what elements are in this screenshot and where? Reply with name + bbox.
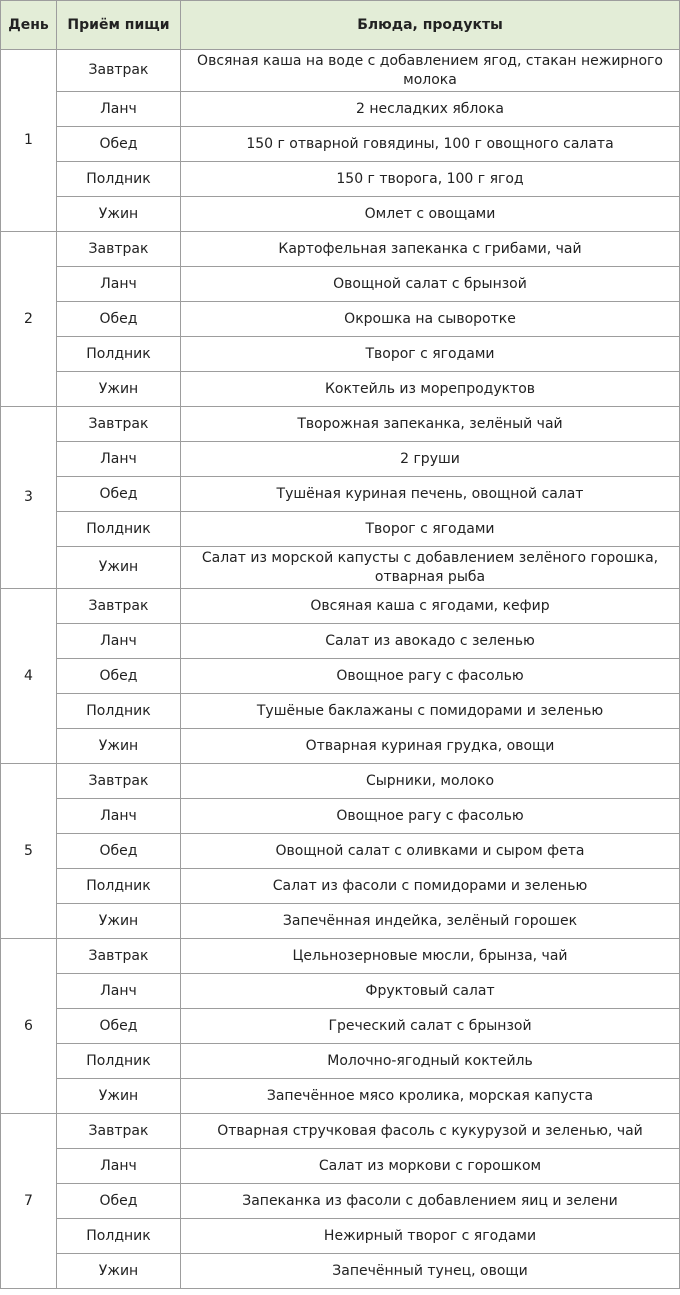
meal-name-cell: Полдник: [57, 694, 181, 729]
table-row: [1, 939, 680, 974]
dishes-cell: Салат из авокадо с зеленью: [181, 624, 680, 659]
dishes-cell: Цельнозерновые мюсли, брынза, чай: [181, 939, 680, 974]
dishes-cell: Запечённое мясо кролика, морская капуста: [181, 1079, 680, 1114]
dishes-cell: Запечённый тунец, овощи: [181, 1254, 680, 1289]
table-row: [1, 232, 680, 267]
table-row: [1, 477, 680, 512]
dishes-cell: Коктейль из морепродуктов: [181, 372, 680, 407]
dishes-cell: Творожная запеканка, зелёный чай: [181, 407, 680, 442]
table-row: [1, 974, 680, 1009]
day-number-cell: 5: [1, 764, 57, 939]
meal-name-cell: Ланч: [57, 974, 181, 1009]
meal-name-cell: Завтрак: [57, 407, 181, 442]
header-day: День: [1, 1, 57, 50]
dishes-cell: 2 груши: [181, 442, 680, 477]
meal-name-cell: Завтрак: [57, 1114, 181, 1149]
dishes-cell: 2 несладких яблока: [181, 92, 680, 127]
meal-name-cell: Обед: [57, 302, 181, 337]
table-row: [1, 1254, 680, 1289]
dishes-cell: Картофельная запеканка с грибами, чай: [181, 232, 680, 267]
table-row: [1, 1009, 680, 1044]
table-row: [1, 1114, 680, 1149]
meal-name-cell: Ужин: [57, 547, 181, 589]
table-row: [1, 50, 680, 92]
header-dishes: Блюда, продукты: [181, 1, 680, 50]
meal-name-cell: Полдник: [57, 1219, 181, 1254]
table-row: [1, 729, 680, 764]
meal-name-cell: Обед: [57, 834, 181, 869]
dishes-cell: Творог с ягодами: [181, 512, 680, 547]
dishes-cell: Салат из моркови с горошком: [181, 1149, 680, 1184]
table-row: [1, 442, 680, 477]
table-row: [1, 799, 680, 834]
meal-name-cell: Полдник: [57, 1044, 181, 1079]
table-row: [1, 547, 680, 589]
dishes-cell: Отварная стручковая фасоль с кукурузой и зеленью, чай: [181, 1114, 680, 1149]
dishes-cell: Сырники, молоко: [181, 764, 680, 799]
meal-name-cell: Завтрак: [57, 232, 181, 267]
table-row: [1, 127, 680, 162]
dishes-cell: Молочно-ягодный коктейль: [181, 1044, 680, 1079]
meal-name-cell: Обед: [57, 477, 181, 512]
meal-name-cell: Ланч: [57, 267, 181, 302]
meal-name-cell: Ужин: [57, 1254, 181, 1289]
meal-name-cell: Обед: [57, 1009, 181, 1044]
table-row: [1, 197, 680, 232]
meal-name-cell: Ланч: [57, 442, 181, 477]
table-row: [1, 1044, 680, 1079]
dishes-cell: Салат из морской капусты с добавлением зелёного горошка, отварная рыба: [181, 547, 680, 589]
table-row: [1, 267, 680, 302]
meal-name-cell: Ланч: [57, 624, 181, 659]
table-row: [1, 302, 680, 337]
meal-name-cell: Полдник: [57, 869, 181, 904]
table-row: [1, 694, 680, 729]
meal-name-cell: Полдник: [57, 162, 181, 197]
dishes-cell: Нежирный творог с ягодами: [181, 1219, 680, 1254]
dishes-cell: Овсяная каша с ягодами, кефир: [181, 589, 680, 624]
meal-name-cell: Завтрак: [57, 589, 181, 624]
table-row: [1, 1219, 680, 1254]
day-number-cell: 1: [1, 50, 57, 232]
table-row: [1, 589, 680, 624]
day-number-cell: 7: [1, 1114, 57, 1289]
meal-name-cell: Обед: [57, 659, 181, 694]
table-row: [1, 162, 680, 197]
dishes-cell: Творог с ягодами: [181, 337, 680, 372]
table-body: [1, 50, 680, 1289]
meal-name-cell: Завтрак: [57, 764, 181, 799]
table-row: [1, 1079, 680, 1114]
table-row: [1, 904, 680, 939]
table-row: [1, 834, 680, 869]
meal-name-cell: Ужин: [57, 197, 181, 232]
header-row: [1, 1, 680, 50]
table-row: [1, 92, 680, 127]
dishes-cell: Салат из фасоли с помидорами и зеленью: [181, 869, 680, 904]
table-row: [1, 337, 680, 372]
dishes-cell: Овощное рагу с фасолью: [181, 659, 680, 694]
day-number-cell: 3: [1, 407, 57, 589]
meal-name-cell: Ужин: [57, 729, 181, 764]
dishes-cell: Овощное рагу с фасолью: [181, 799, 680, 834]
table-row: [1, 659, 680, 694]
dishes-cell: Запеканка из фасоли с добавлением яиц и зелени: [181, 1184, 680, 1219]
meal-name-cell: Ланч: [57, 1149, 181, 1184]
dishes-cell: 150 г отварной говядины, 100 г овощного салата: [181, 127, 680, 162]
dishes-cell: Тушёные баклажаны с помидорами и зеленью: [181, 694, 680, 729]
table-row: [1, 1149, 680, 1184]
meal-name-cell: Ланч: [57, 92, 181, 127]
table-row: [1, 869, 680, 904]
day-number-cell: 2: [1, 232, 57, 407]
meal-name-cell: Ужин: [57, 1079, 181, 1114]
day-number-cell: 6: [1, 939, 57, 1114]
meal-name-cell: Полдник: [57, 512, 181, 547]
dishes-cell: Греческий салат с брынзой: [181, 1009, 680, 1044]
dishes-cell: Овощной салат с брынзой: [181, 267, 680, 302]
table-header: [1, 1, 680, 50]
meal-name-cell: Завтрак: [57, 50, 181, 92]
table-row: [1, 407, 680, 442]
dishes-cell: 150 г творога, 100 г ягод: [181, 162, 680, 197]
meal-name-cell: Полдник: [57, 337, 181, 372]
meal-name-cell: Ланч: [57, 799, 181, 834]
dishes-cell: Овсяная каша на воде с добавлением ягод, стакан нежирного молока: [181, 50, 680, 92]
table-row: [1, 764, 680, 799]
dishes-cell: Запечённая индейка, зелёный горошек: [181, 904, 680, 939]
table-row: [1, 512, 680, 547]
table-row: [1, 1184, 680, 1219]
meal-name-cell: Завтрак: [57, 939, 181, 974]
dishes-cell: Отварная куриная грудка, овощи: [181, 729, 680, 764]
dishes-cell: Омлет с овощами: [181, 197, 680, 232]
dishes-cell: Окрошка на сыворотке: [181, 302, 680, 337]
table-row: [1, 372, 680, 407]
dishes-cell: Овощной салат с оливками и сыром фета: [181, 834, 680, 869]
meal-name-cell: Ужин: [57, 372, 181, 407]
header-meal: Приём пищи: [57, 1, 181, 50]
meal-name-cell: Обед: [57, 1184, 181, 1219]
meal-name-cell: Обед: [57, 127, 181, 162]
dishes-cell: Фруктовый салат: [181, 974, 680, 1009]
table-row: [1, 624, 680, 659]
dishes-cell: Тушёная куриная печень, овощной салат: [181, 477, 680, 512]
meal-name-cell: Ужин: [57, 904, 181, 939]
day-number-cell: 4: [1, 589, 57, 764]
